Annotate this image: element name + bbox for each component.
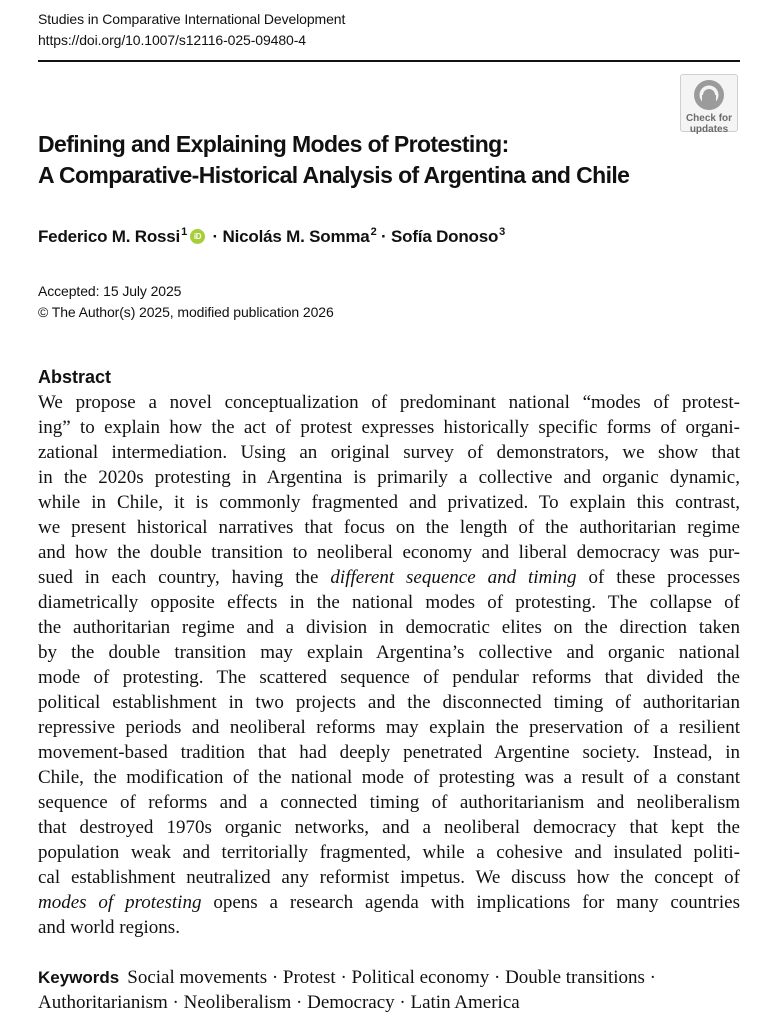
- abstract-emphasis: different sequence and timing: [330, 567, 577, 588]
- abstract-text: of these processes: [576, 567, 740, 588]
- author-separator: ·: [212, 227, 219, 246]
- abstract-emphasis: modes of protesting: [38, 892, 202, 913]
- author-name[interactable]: Sofía Donoso: [391, 227, 499, 246]
- abstract-line: sequence of reforms and a connected timing of authoritarianism and neoliberalism: [38, 792, 740, 813]
- article-title: [38, 129, 658, 191]
- abstract-body: [38, 390, 740, 940]
- copyright-notice: © The Author(s) 2025, modified publication 2026: [38, 304, 334, 320]
- check-for-updates-button[interactable]: [680, 74, 738, 135]
- keywords-section: [38, 965, 740, 1015]
- affiliation-marker[interactable]: 1: [181, 226, 188, 238]
- doi-link[interactable]: https://doi.org/10.1007/s12116-025-09480-4: [38, 32, 306, 48]
- crossmark-label-line2: updates: [689, 124, 729, 135]
- affiliation-marker[interactable]: 3: [499, 226, 506, 238]
- abstract-line: diametrically opposite effects in the national modes of protesting. The collapse of: [38, 592, 740, 613]
- author-name[interactable]: Nicolás M. Somma: [222, 227, 370, 246]
- crossmark-icon: [692, 78, 726, 112]
- abstract-line: population weak and territorially fragmented, while a cohesive and insulated politi-: [38, 842, 740, 863]
- abstract-line: mode of protesting. The scattered sequence of pendular reforms that divided the: [38, 667, 740, 688]
- abstract-line: and how the double transition to neoliberal economy and liberal democracy was pur-: [38, 542, 740, 563]
- orcid-icon[interactable]: iD: [190, 229, 205, 244]
- title-line-2: A Comparative-Historical Analysis of Argentina and Chile: [38, 162, 630, 188]
- abstract-line: the authoritarian regime and a division in democratic elites on the direction taken: [38, 617, 740, 638]
- abstract-line: Chile, the modification of the national mode of protesting was a result of a constant: [38, 767, 740, 788]
- abstract-line: We propose a novel conceptualization of predominant national “modes of protest-: [38, 392, 740, 413]
- abstract-line: [38, 565, 740, 590]
- keywords-line-2: Authoritarianism · Neoliberalism · Democracy · Latin America: [38, 992, 520, 1013]
- keywords-list: Social movements · Protest · Political economy · Double transitions ·: [127, 967, 656, 988]
- abstract-line: zational intermediation. Using an original survey of demonstrators, we show that: [38, 442, 740, 463]
- crossmark-label-line1: Check for: [685, 113, 733, 124]
- abstract-line: political establishment in two projects and the disconnected timing of authoritarian: [38, 692, 740, 713]
- abstract-heading: Abstract: [38, 367, 112, 387]
- running-header: [38, 9, 345, 51]
- accepted-date: Accepted: 15 July 2025: [38, 283, 182, 299]
- abstract-line: cal establishment neutralized any reformist impetus. We discuss how the concept of: [38, 867, 740, 888]
- abstract-text: sued in each country, having the: [38, 567, 331, 588]
- abstract-line: while in Chile, it is commonly fragmented and privatized. To explain this contrast,: [38, 492, 740, 513]
- crossmark-label: [681, 113, 737, 135]
- journal-name: Studies in Comparative International Development: [38, 11, 346, 27]
- article-history: [38, 281, 334, 323]
- abstract-text: opens a research agenda with implications for many countries: [201, 892, 740, 913]
- abstract-line: we present historical narratives that focus on the length of the authoritarian regime: [38, 517, 740, 538]
- keywords-line-1: [38, 965, 740, 990]
- abstract-line: repressive periods and neoliberal reforms may explain the preservation of a resilient: [38, 717, 740, 738]
- abstract-line: by the double transition may explain Argentina’s collective and organic national: [38, 642, 740, 663]
- abstract-line: in the 2020s protesting in Argentina is primarily a collective and organic dynamic,: [38, 467, 740, 488]
- author-list: [38, 224, 505, 250]
- affiliation-marker[interactable]: 2: [370, 226, 377, 238]
- author-name[interactable]: Federico M. Rossi: [38, 227, 181, 246]
- title-line-1: Defining and Explaining Modes of Protesting:: [38, 131, 509, 157]
- abstract-line: [38, 890, 740, 915]
- keywords-label: Keywords: [38, 968, 120, 987]
- abstract-line: and world regions.: [38, 917, 180, 938]
- abstract-line: that destroyed 1970s organic networks, and a neoliberal democracy that kept the: [38, 817, 740, 838]
- abstract-line: movement-based tradition that had deeply penetrated Argentine society. Instead, in: [38, 742, 740, 763]
- author-separator: ·: [381, 227, 387, 246]
- header-divider: [38, 60, 740, 62]
- abstract-line: ing” to explain how the act of protest expresses historically specific forms of organi-: [38, 417, 740, 438]
